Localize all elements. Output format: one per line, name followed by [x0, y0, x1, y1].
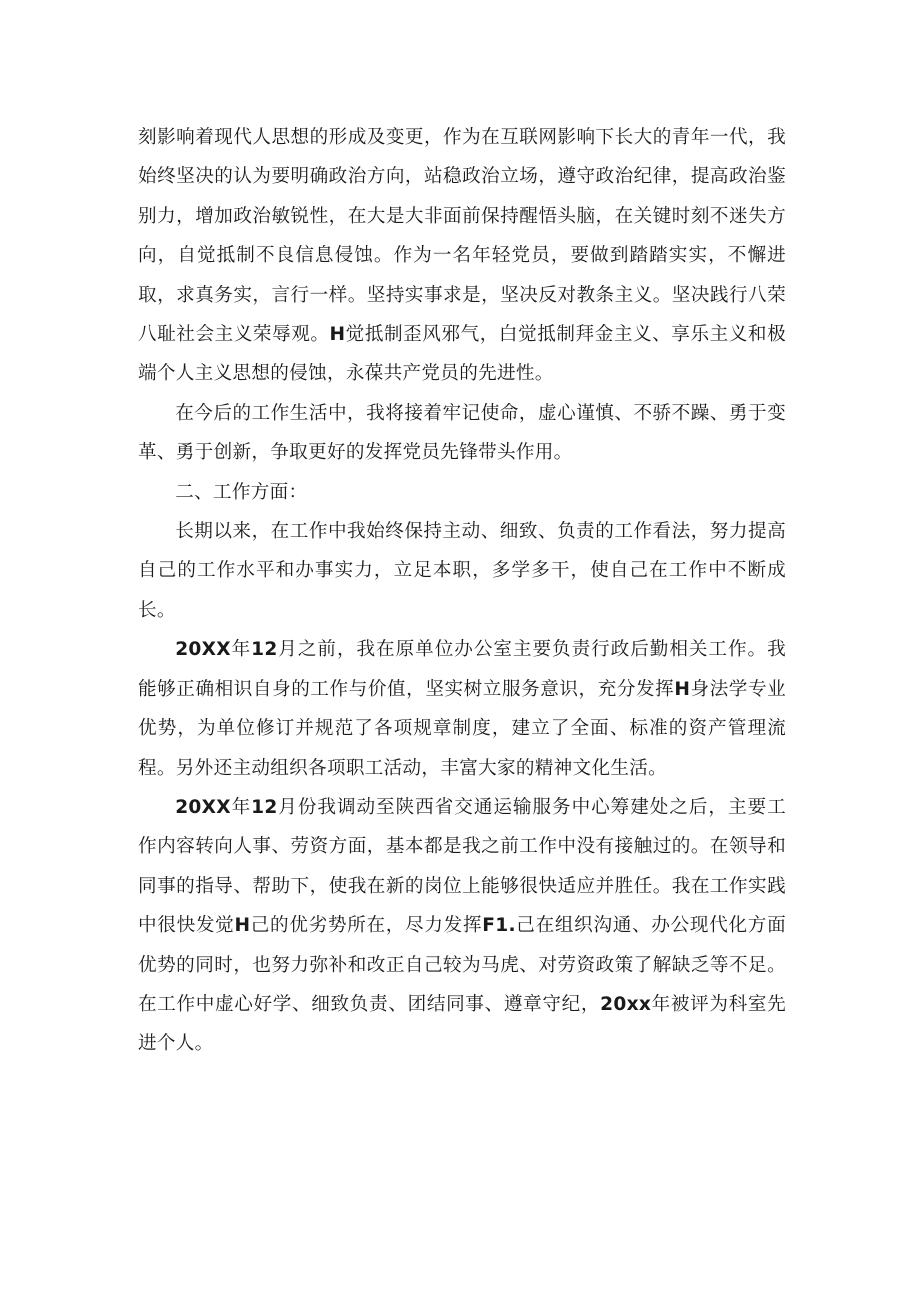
paragraph-political-stance: 刻影响着现代人思想的形成及变更，作为在互联网影响下长大的青年一代，我始终坚决的认为要明确政治方向，站稳政治立场，遵守政治纪律，提高政治鉴别力，增加政治敏锐性，在大是大非面前保持醒悟头脑，在关键时刻不迷失方向，自觉抵制不良信息侵蚀。作为一名年轻党员，要做到踏踏实实，不懈进取，求真务实，言行一样。坚持实事求是，坚决反对教条主义。坚决践行八荣八耻社会主义荣辱观。H觉抵制歪风邪气，白觉抵制拜金主义、享乐主义和极端个人主义思想的侵蚀，永葆共产党员的先进性。	[138, 127, 786, 385]
paragraph-transfer: 20XX年12月份我调动至陕西省交通运输服务中心筹建处之后，主要工作内容转向人事、劳资方面，基本都是我之前工作中没有接触过的。在领导和同事的指导、帮助下，使我在新的岗位上能够很快适应并胜任。我在工作实践中很快发觉H己的优劣势所在，尽力发挥F1.己在组织沟通、办公现代化方面优势的同时，也努力弥补和改正自己较为马虎、对劳资政策了解缺乏等不足。在工作中虚心好学、细致负责、团结同事、遵章守纪，20xx年被评为科室先进个人。	[138, 796, 786, 1055]
bold-char: H	[329, 324, 346, 346]
paragraph-previous-unit: 20XX年12月之前，我在原单位办公室主要负责行政后勤相关工作。我能够正确相识自身的工作与价值，坚实树立服务意识，充分发挥H身法学专业优势，为单位修订并规范了各项规章制度，建立了全面、标准的资产管理流程。另外还主动组织各项职工活动，丰富大家的精神文化生活。	[138, 639, 786, 779]
section-heading-work: 二、工作方面：	[175, 481, 308, 503]
paragraph-work-attitude: 长期以来，在工作中我始终保持主动、细致、负责的工作看法，努力提高自己的工作水平和办事实力，立足本职，多学多干，使自己在工作中不断成长。	[138, 521, 786, 621]
paragraph-future-work: 在今后的工作生活中，我将接着牢记使命，虚心谨慎、不骄不躁、勇于变革、勇于创新，争取更好的发挥党员先锋带头作用。	[138, 402, 786, 464]
document-body	[138, 118, 786, 1064]
